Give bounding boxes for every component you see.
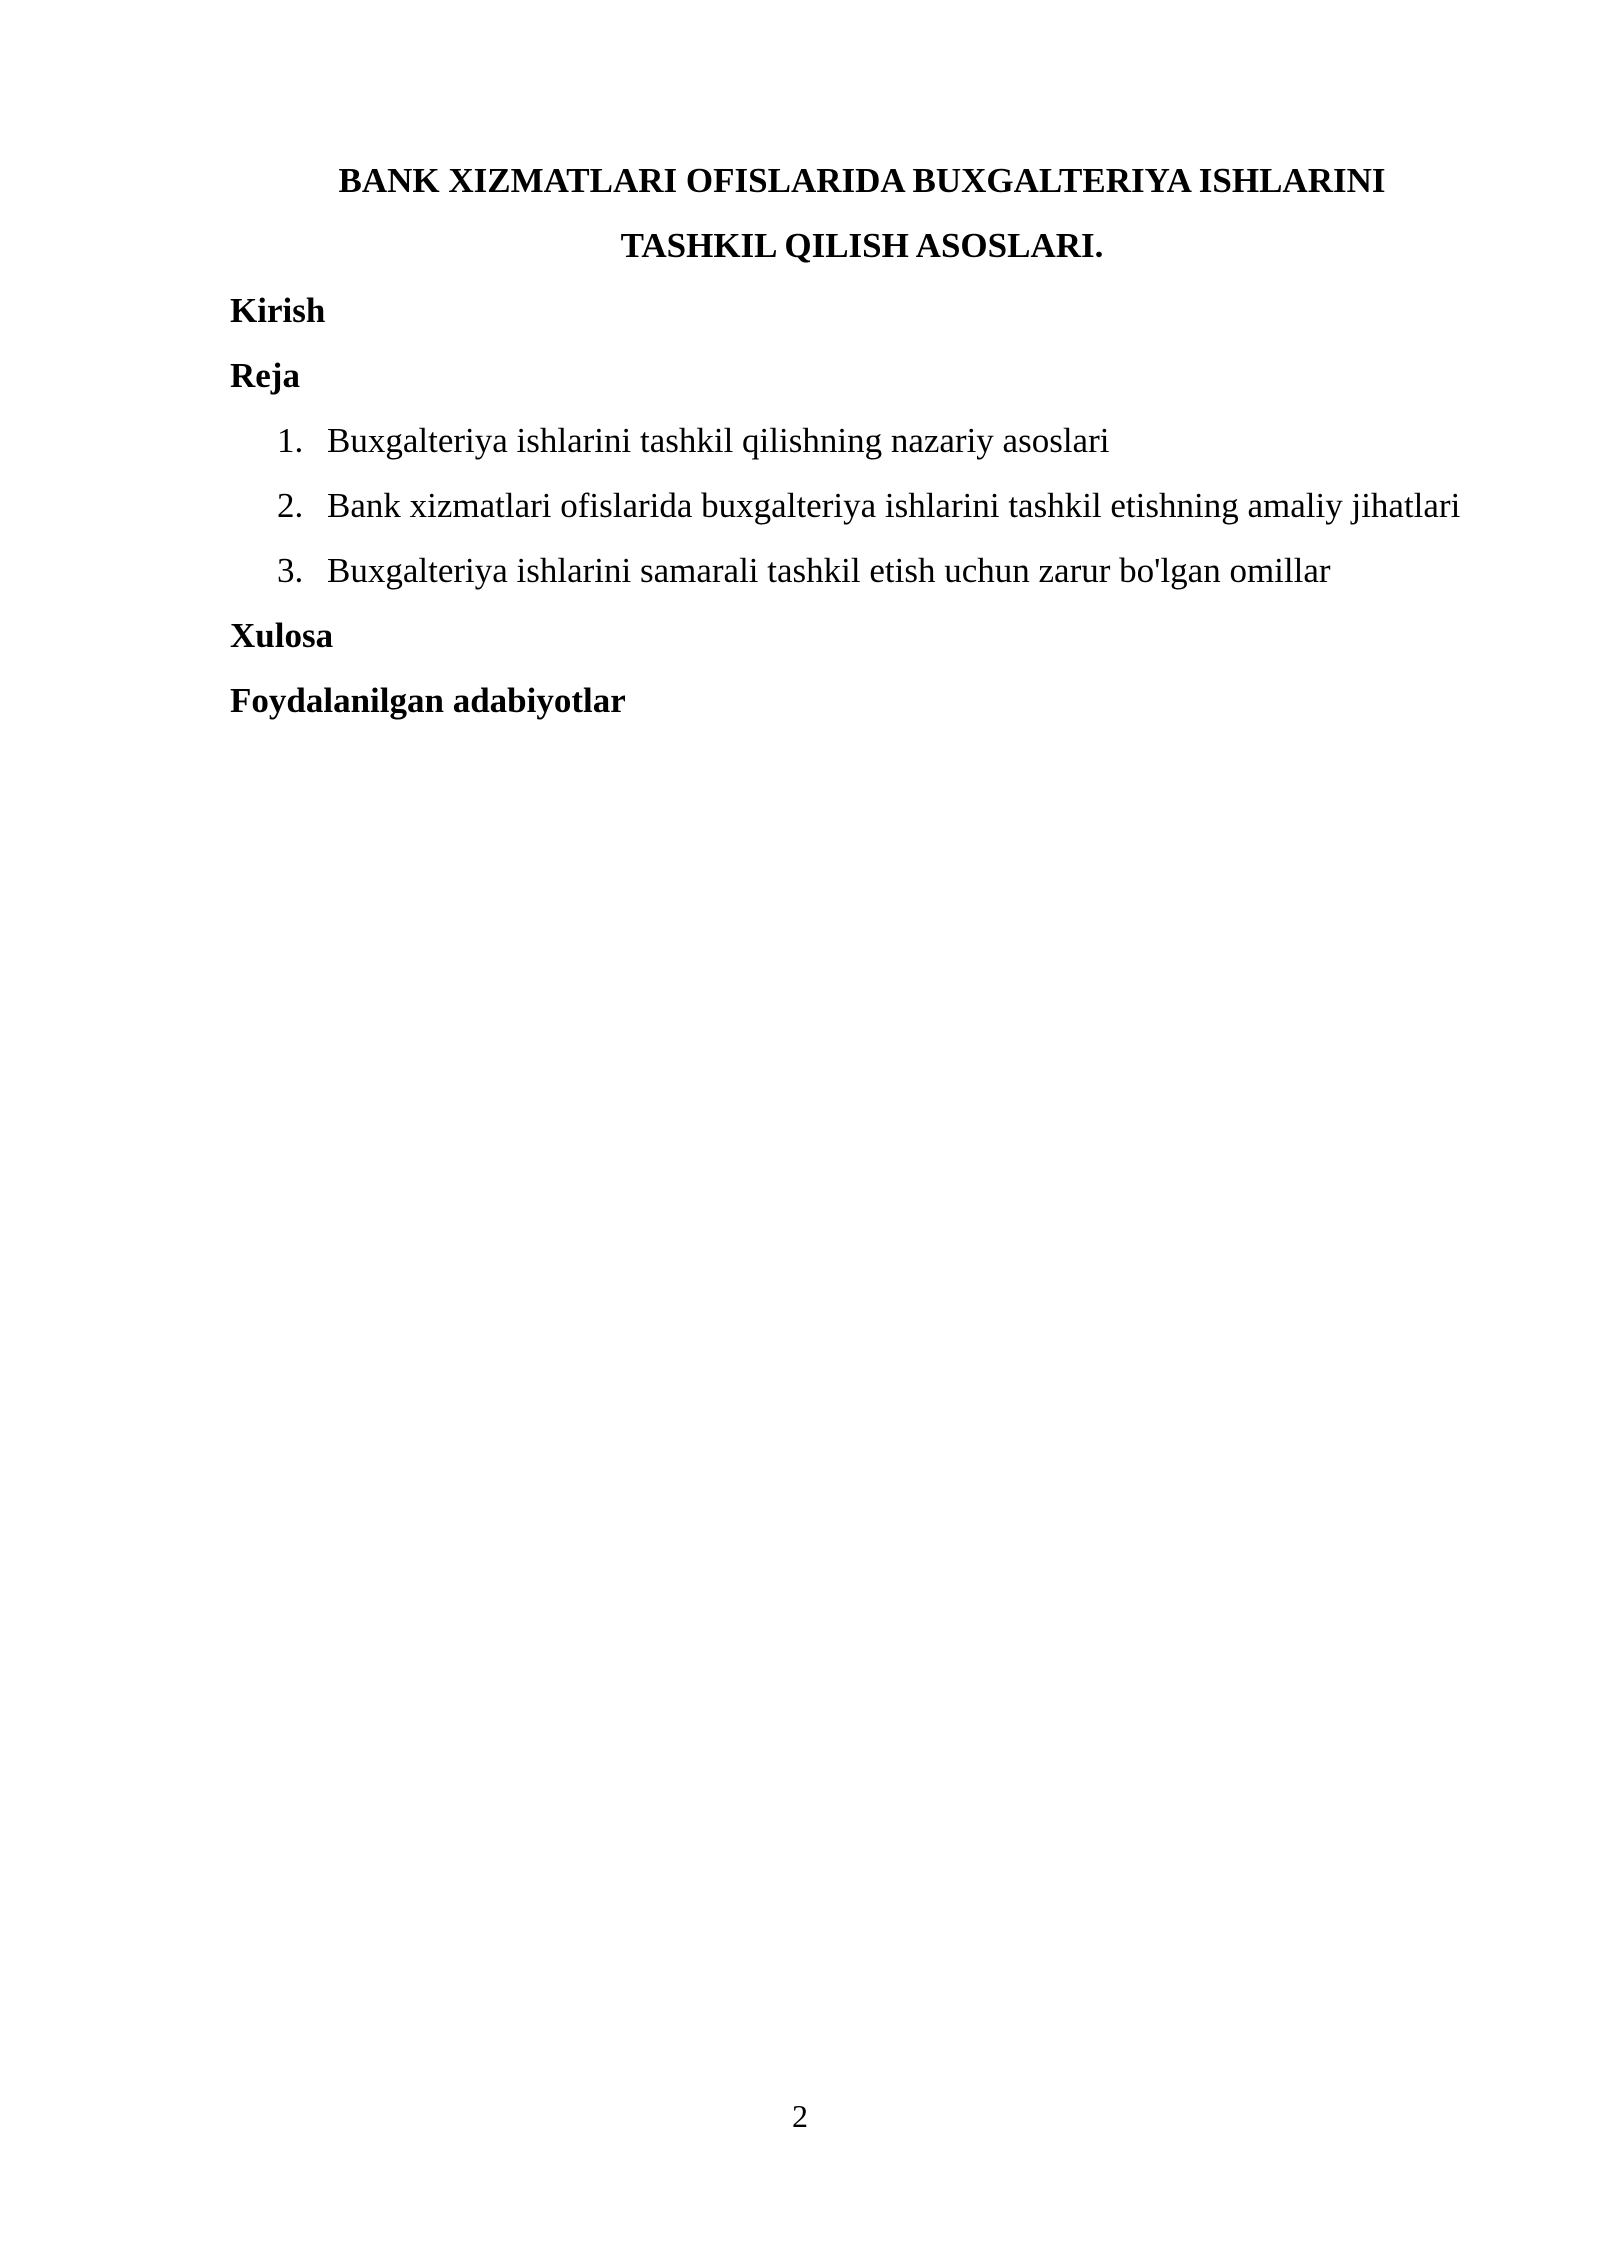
plan-item-text: Bank xizmatlari ofislarida buxgalteriya ishlarini tashkil etishning amaliy jihatlari [327, 486, 1461, 525]
page-content [230, 148, 1494, 733]
title-line-2: TASHKIL QILISH ASOSLARI. [620, 226, 1104, 265]
plan-item-text: Buxgalteriya ishlarini samarali tashkil etish uchun zarur bo'lgan omillar [327, 551, 1331, 590]
plan-item-number: 3. [277, 551, 304, 590]
plan-item [230, 538, 1494, 603]
title-line-1: BANK XIZMATLARI OFISLARIDA BUXGALTERIYA ISHLARINI [338, 161, 1386, 200]
plan-heading: Reja [230, 356, 300, 395]
intro-heading: Kirish [230, 291, 326, 330]
document-title [230, 148, 1494, 278]
page-number: 2 [792, 2098, 808, 2134]
plan-item-number: 2. [277, 486, 304, 525]
conclusion-heading: Xulosa [230, 616, 334, 655]
plan-item [230, 473, 1494, 538]
references-heading: Foydalanilgan adabiyotlar [230, 681, 626, 720]
plan-list [230, 408, 1494, 603]
plan-item-number: 1. [277, 421, 304, 460]
plan-item [230, 408, 1494, 473]
plan-item-text: Buxgalteriya ishlarini tashkil qilishning nazariy asoslari [327, 421, 1110, 460]
